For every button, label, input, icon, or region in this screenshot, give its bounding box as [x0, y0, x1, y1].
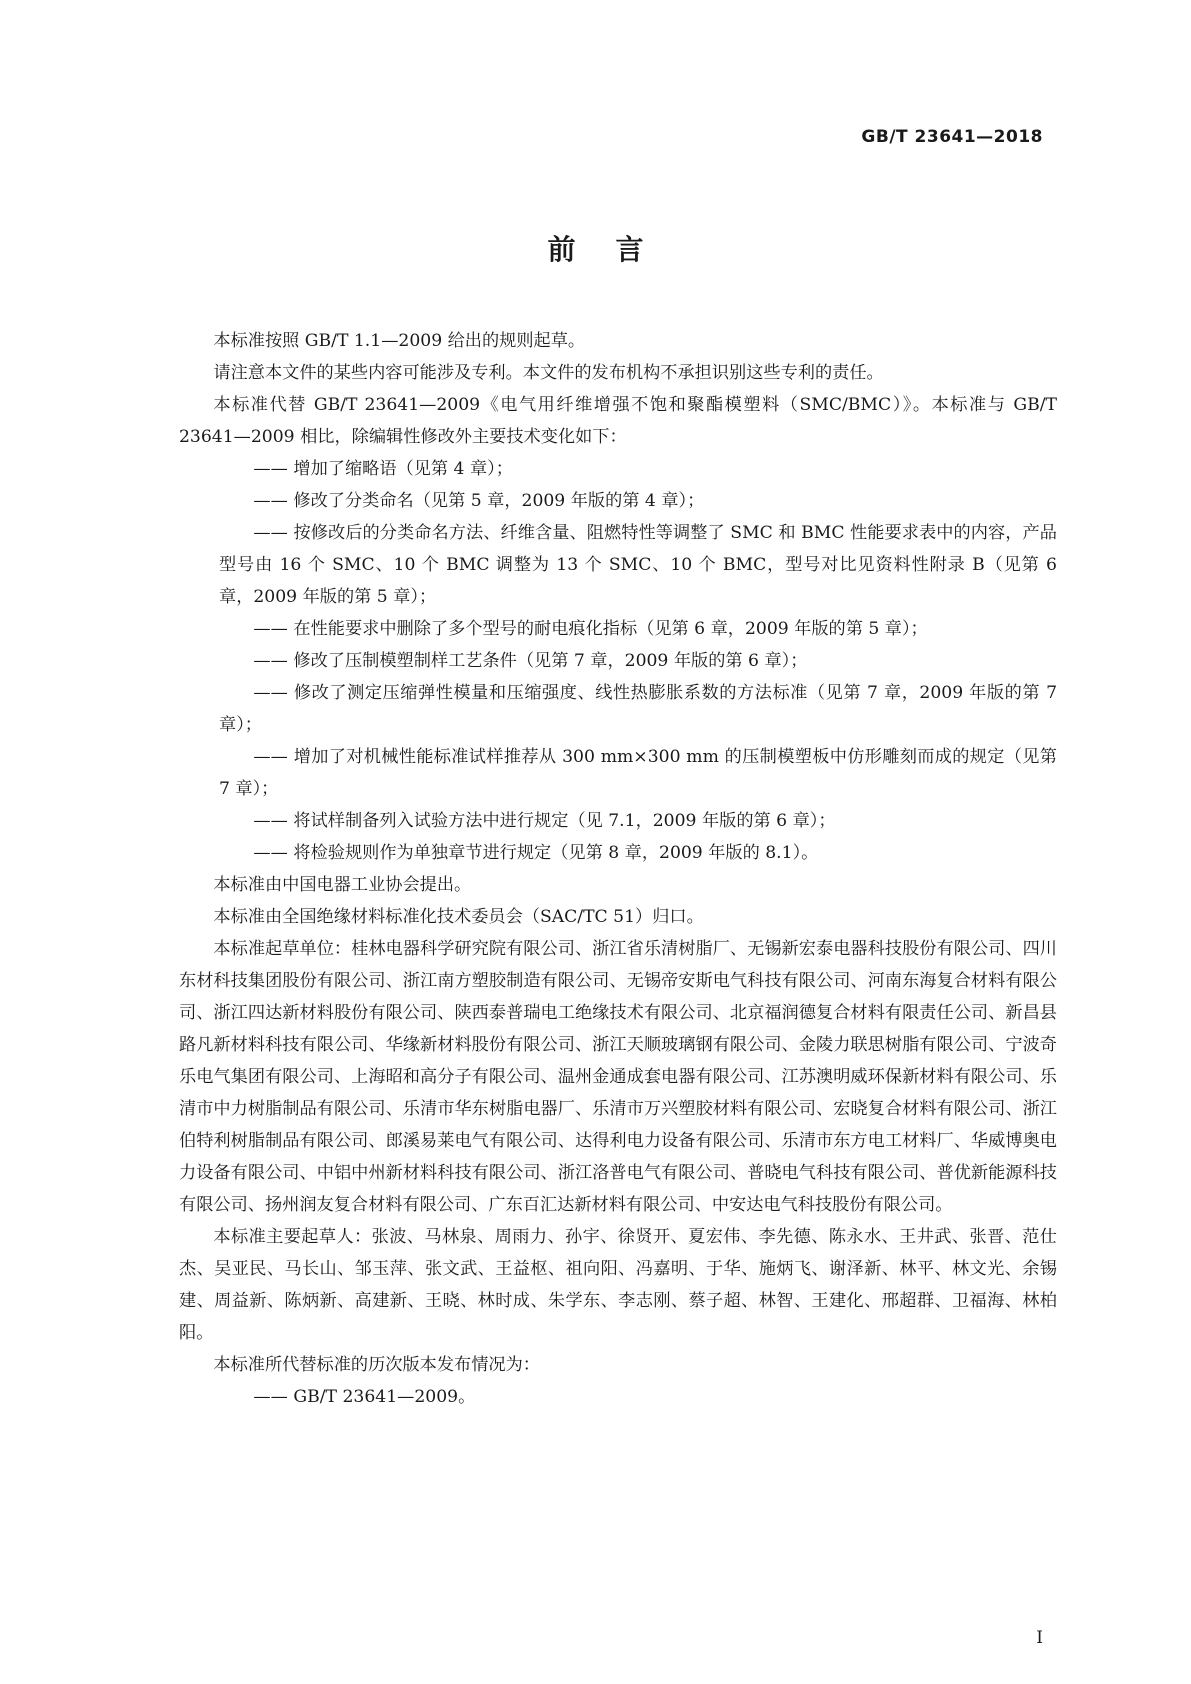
dash: ——: [253, 523, 288, 543]
dash: ——: [253, 491, 288, 511]
dash: ——: [253, 811, 288, 831]
drafters: 本标准主要起草人：张波、马林泉、周雨力、孙宇、徐贤开、夏宏伟、李先德、陈永水、王井武、张晋、范仕杰、吴亚民、马长山、邹玉萍、张文武、王益枢、祖向阳、冯嘉明、于华、施炳飞、谢泽新、林平、林文光、余锡建、周益新、陈炳新、高建新、王晓、林时成、朱学东、李志刚、蔡子超、林智、王建化、邢超群、卫福海、林柏阳。: [179, 1227, 1057, 1343]
list-item: —— 增加了缩略语（见第 4 章）；: [179, 453, 1057, 485]
paragraph: 本标准由全国绝缘材料标准化技术委员会（SAC/TC 51）归口。: [213, 907, 704, 927]
paragraph: 本标准代替 GB/T 23641—2009《电气用纤维增强不饱和聚酯模塑料（SMC/BMC）》。本标准与 GB/T 23641—2009 相比，除编辑性修改外主要技术变化如下：: [179, 395, 1057, 447]
dash: ——: [253, 619, 288, 639]
paragraph: 本标准由中国电器工业协会提出。: [213, 875, 472, 895]
list-item: —— 按修改后的分类命名方法、纤维含量、阻燃特性等调整了 SMC 和 BMC 性能要求表中的内容，产品型号由 16 个 SMC、10 个 BMC 调整为 13 个 SMC、10 个 BMC，型号对比见资料性附录 B（见第 6 章，2009 年版的第 5 章）；: [179, 517, 1057, 613]
drafting-units: 本标准起草单位：桂林电器科学研究院有限公司、浙江省乐清树脂厂、无锡新宏泰电器科技股份有限公司、四川东材科技集团股份有限公司、浙江南方塑胶制造有限公司、无锡帝安斯电气科技有限公司、河南东海复合材料有限公司、浙江四达新材料股份有限公司、陕西泰普瑞电工绝缘技术有限公司、北京福润德复合材料有限责任公司、新昌县路凡新材料科技有限公司、华缘新材料股份有限公司、浙江天顺玻璃钢有限公司、金陵力联思树脂有限公司、宁波奇乐电气集团有限公司、上海昭和高分子有限公司、温州金通成套电器有限公司、江苏澳明威环保新材料有限公司、乐清市中力树脂制品有限公司、乐清市华东树脂电器厂、乐清市万兴塑胶材料有限公司、宏晓复合材料有限公司、浙江伯特利树脂制品有限公司、郎溪易莱电气有限公司、达得利电力设备有限公司、乐清市东方电工材料厂、华威博奥电力设备有限公司、中铝中州新材料科技有限公司、浙江洛普电气有限公司、普晓电气科技有限公司、普优新能源科技有限公司、扬州润友复合材料有限公司、广东百汇达新材料有限公司、中安达电气科技股份有限公司。: [179, 939, 1057, 1215]
list-item: —— 在性能要求中删除了多个型号的耐电痕化指标（见第 6 章，2009 年版的第 5 章）；: [179, 613, 1057, 645]
paragraph: 本标准按照 GB/T 1.1—2009 给出的规则起草。: [213, 331, 586, 351]
paragraph: 请注意本文件的某些内容可能涉及专利。本文件的发布机构不承担识别这些专利的责任。: [213, 363, 884, 383]
dash: ——: [253, 459, 288, 479]
dash: ——: [253, 683, 288, 703]
paragraph: 本标准所代替标准的历次版本发布情况为：: [213, 1355, 540, 1375]
dash: ——: [253, 651, 288, 671]
dash: ——: [253, 843, 288, 863]
page-number: I: [1036, 1628, 1043, 1648]
page-title: 前言: [547, 233, 684, 266]
list-item: —— 修改了压制模塑制样工艺条件（见第 7 章，2009 年版的第 6 章）；: [179, 645, 1057, 677]
list-item: —— 修改了分类命名（见第 5 章，2009 年版的第 4 章）；: [179, 485, 1057, 517]
changes-list: [179, 453, 1057, 869]
list-item: —— 修改了测定压缩弹性模量和压缩强度、线性热膨胀系数的方法标准（见第 7 章，2009 年版的第 7 章）；: [179, 677, 1057, 741]
preface-body: [179, 325, 1057, 1413]
list-item: —— 将试样制备列入试验方法中进行规定（见 7.1，2009 年版的第 6 章）；: [179, 805, 1057, 837]
dash: ——: [253, 747, 288, 767]
history-item: —— GB/T 23641—2009。: [179, 1381, 1057, 1413]
standard-number: GB/T 23641—2018: [861, 127, 1043, 147]
list-item: —— 将检验规则作为单独章节进行规定（见第 8 章，2009 年版的 8.1）。: [179, 837, 1057, 869]
dash: ——: [253, 1387, 288, 1407]
list-item: —— 增加了对机械性能标准试样推荐从 300 mm×300 mm 的压制模塑板中仿形雕刻而成的规定（见第 7 章）；: [179, 741, 1057, 805]
